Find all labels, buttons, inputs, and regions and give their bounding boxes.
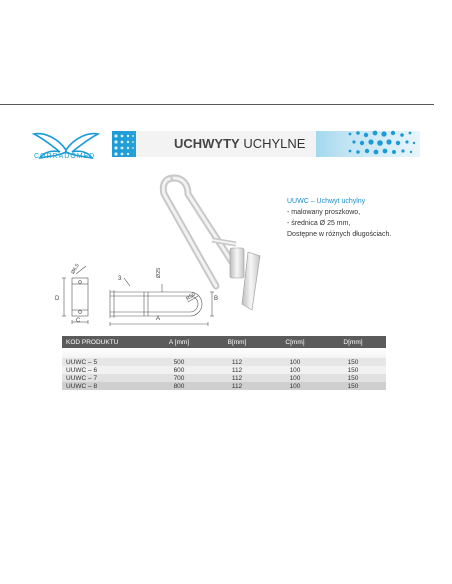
desc-line-2: - średnica Ø 25 mm,: [287, 220, 351, 227]
cell-a: 600: [173, 366, 185, 374]
cell-code: UUWC – 6: [66, 366, 98, 374]
bar-plan-drawing: [104, 267, 224, 332]
dim-label-radius: R50: [185, 291, 197, 303]
top-divider: [0, 104, 434, 105]
dim-label-hole: Ø6,5: [70, 262, 81, 276]
cell-code: UUWC – 7: [66, 374, 98, 382]
table-spacer: [62, 348, 386, 358]
desc-line-3: Dostępne w różnych długościach.: [287, 231, 392, 238]
left-dot-pattern-icon: [112, 131, 138, 157]
cell-c: 100: [289, 358, 301, 366]
cell-a: 700: [173, 374, 185, 382]
table-header: [62, 336, 386, 348]
product-name: UUWC – Uchwyt uchylny: [287, 198, 366, 205]
header-code: KOD PRODUKTU: [66, 338, 119, 346]
cell-b: 112: [231, 366, 243, 374]
cell-d: 150: [347, 366, 359, 374]
header-d: D[mm]: [343, 338, 363, 346]
cell-a: 800: [173, 382, 185, 390]
cell-b: 112: [231, 358, 243, 366]
table-row: [62, 374, 386, 382]
cell-code: UUWC – 5: [66, 358, 98, 366]
header-b: B[mm]: [227, 338, 247, 346]
title-bold: UCHWYTY: [174, 136, 240, 151]
cell-code: UUWC – 8: [66, 382, 98, 390]
dim-label-d: D: [55, 296, 60, 302]
dim-label-three: 3: [118, 276, 122, 282]
header-a: A [mm]: [168, 338, 190, 346]
dim-label-diameter: Ø25: [156, 267, 163, 279]
right-dot-pattern-icon: [344, 128, 420, 160]
header-c: C[mm]: [285, 338, 305, 346]
dim-label-c: C: [76, 318, 81, 324]
page-title: [174, 136, 305, 151]
cell-d: 150: [347, 382, 359, 390]
logo-text: CORRADOMED: [34, 153, 96, 160]
desc-line-1: - malowany proszkowo,: [287, 209, 361, 216]
cell-c: 100: [289, 374, 301, 382]
cell-c: 100: [289, 366, 301, 374]
cell-d: 150: [347, 358, 359, 366]
cell-a: 500: [173, 358, 185, 366]
cell-b: 112: [231, 382, 243, 390]
product-description: [287, 196, 391, 240]
table-row: [62, 382, 386, 390]
cell-c: 100: [289, 382, 301, 390]
table-row: [62, 366, 386, 374]
cell-d: 150: [347, 374, 359, 382]
dimensions-table: [62, 336, 386, 390]
cell-b: 112: [231, 374, 243, 382]
dim-label-a: A: [156, 316, 161, 322]
title-regular: UCHYLNE: [239, 136, 306, 151]
dim-label-b: B: [214, 296, 219, 302]
table-row: [62, 358, 386, 366]
